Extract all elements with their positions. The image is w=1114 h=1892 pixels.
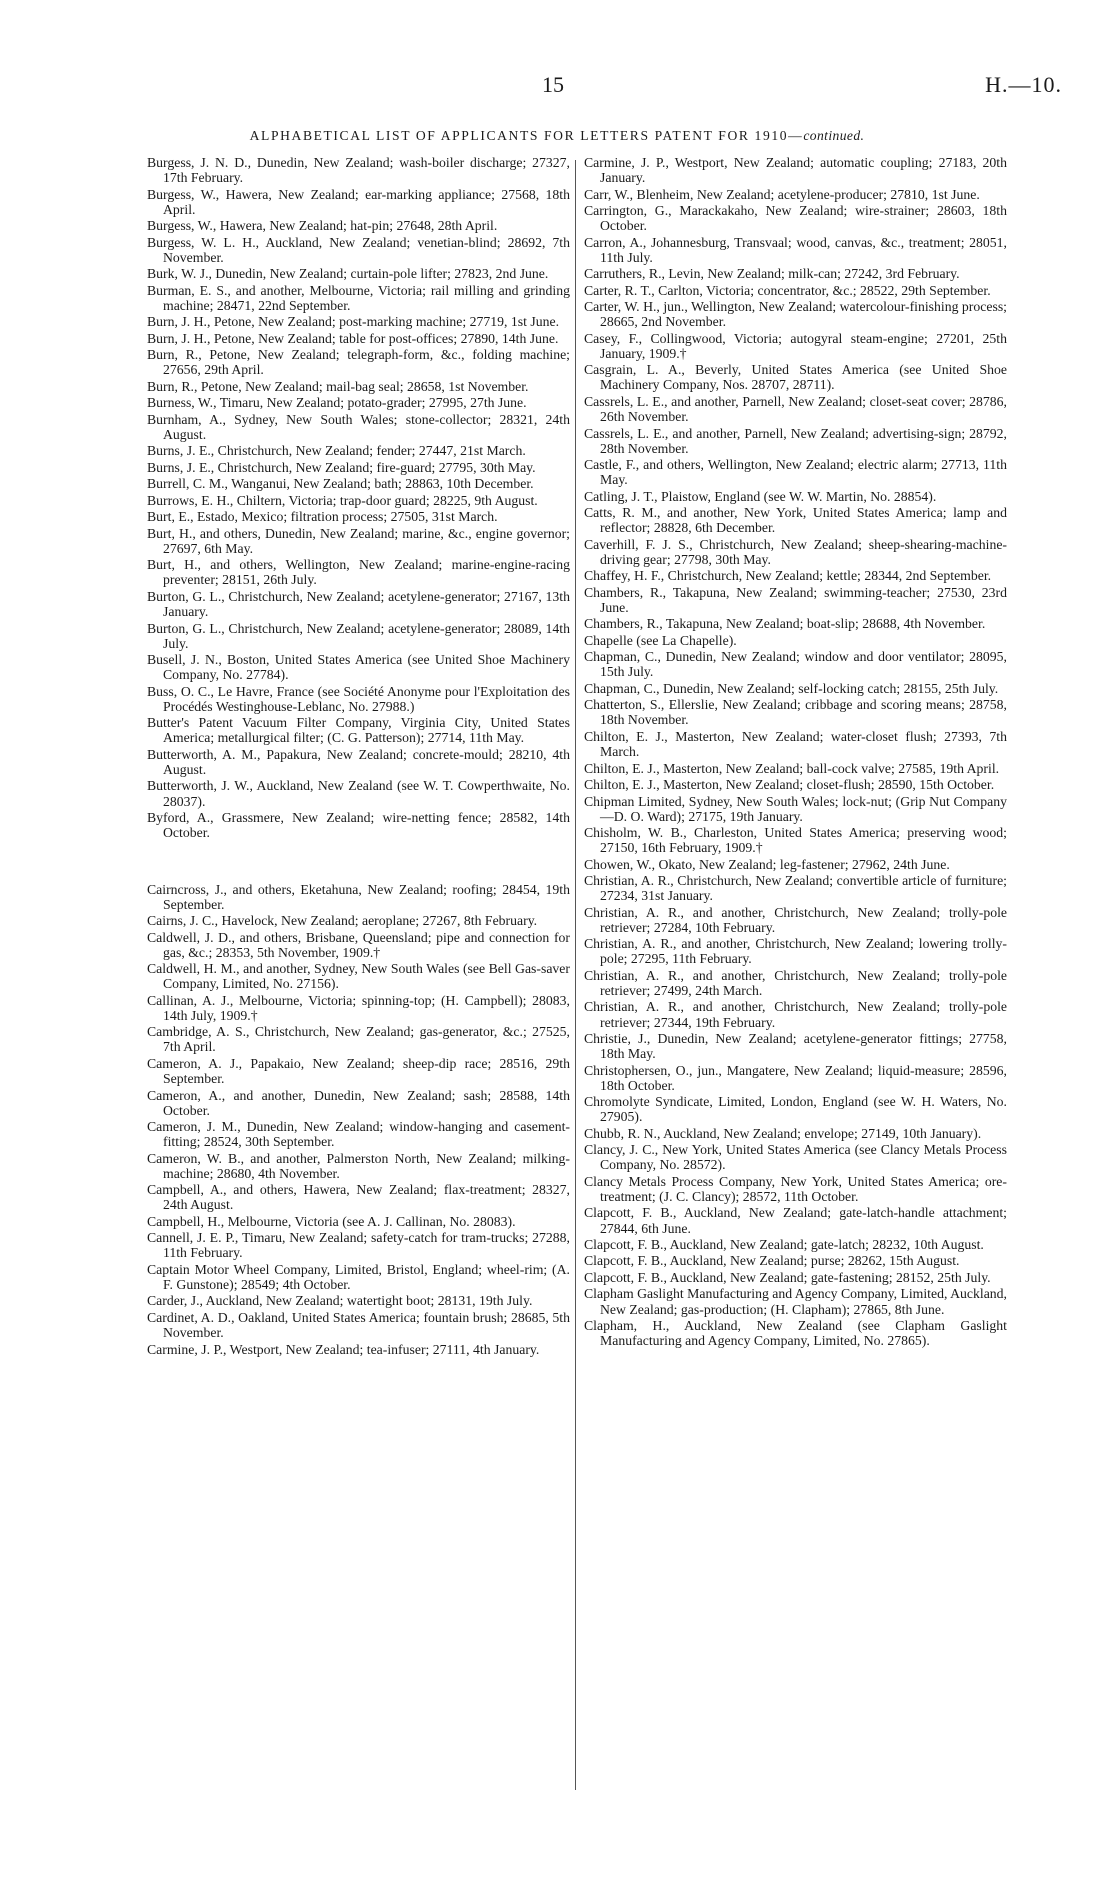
list-entry: Clapcott, F. B., Auckland, New Zealand; gate-latch; 28232, 10th August.	[584, 1237, 984, 1252]
list-entry: Burt, H., and others, Wellington, New Zealand; marine-engine-racing preventer; 28151, 26th July.	[147, 557, 570, 588]
list-entry: Chapelle (see La Chapelle).	[584, 632, 737, 648]
page-number: 15	[542, 72, 564, 97]
list-entry: Burns, J. E., Christchurch, New Zealand; fender; 27447, 21st March.	[147, 443, 526, 459]
list-entry: Carron, A., Johannesburg, Transvaal; wood, canvas, &c., treatment; 28051, 11th July.	[584, 234, 1007, 265]
list-entry: Chaffey, H. F., Christchurch, New Zealand; kettle; 28344, 2nd September.	[584, 568, 992, 584]
list-entry: Clancy, J. C., New York, United States America (see Clancy Metals Process Company, No. 28572).	[584, 1142, 1007, 1173]
list-entry: Chromolyte Syndicate, Limited, London, England (see W. H. Waters, No. 27905).	[584, 1094, 1007, 1125]
list-entry: Callinan, A. J., Melbourne, Victoria; spinning-top; (H. Campbell); 28083, 14th July, 1909.†	[147, 992, 570, 1023]
left-entries-cairncross-carmine	[147, 882, 570, 1357]
list-entry: Butterworth, J. W., Auckland, New Zealand (see W. T. Cowperthwaite, No. 28037).	[147, 778, 570, 809]
list-heading-title: ALPHABETICAL LIST OF APPLICANTS FOR LETTERS PATENT FOR 1910—	[249, 128, 804, 143]
list-entry: Catling, J. T., Plaistow, England (see W. W. Martin, No. 28854).	[584, 488, 937, 504]
right-column	[584, 155, 1007, 1350]
list-entry: Chilton, E. J., Masterton, New Zealand; ball-cock valve; 27585, 19th April.	[584, 760, 1000, 776]
list-entry: Chowen, W., Okato, New Zealand; leg-fastener; 27962, 24th June.	[584, 856, 950, 872]
list-entry: Christian, A. R., and another, Christchurch, New Zealand; trolly-pole retriever; 27499, 24th March.	[584, 967, 1007, 998]
list-entry: Chilton, E. J., Masterton, New Zealand; water-closet flush; 27393, 7th March.	[584, 728, 1007, 760]
list-entry: Burn, R., Petone, New Zealand; telegraph-form, &c., folding machine; 27656, 29th April.	[147, 347, 570, 378]
list-entry: Butter's Patent Vacuum Filter Company, Virginia City, United States America; metallurgical filter; (C. G. Patterson); 27714, 11th May.	[147, 715, 570, 746]
list-entry: Butterworth, A. M., Papakura, New Zealand; concrete-mould; 28210, 4th August.	[147, 746, 570, 777]
list-entry: Chipman Limited, Sydney, New South Wales; lock-nut; (Grip Nut Company—D. O. Ward); 27175, 19th January.	[584, 793, 1007, 824]
list-entry: Clapham, H., Auckland, New Zealand (see Clapham Gaslight Manufacturing and Agency Company, Limited, No. 27865).	[584, 1318, 1007, 1349]
list-entry: Clapcott, F. B., Auckland, New Zealand; gate-latch-handle attachment; 27844, 6th June.	[584, 1205, 1007, 1236]
list-entry: Chilton, E. J., Masterton, New Zealand; closet-flush; 28590, 15th October.	[584, 777, 995, 793]
list-entry: Caldwell, J. D., and others, Brisbane, Queensland; pipe and connection for gas, &c.; 28353, 5th November, 1909.†	[147, 929, 570, 960]
list-entry: Christian, A. R., and another, Christchurch, New Zealand; trolly-pole retriever; 27344, 19th February.	[584, 999, 1007, 1030]
right-entries-carmine-clapham	[584, 155, 1007, 1348]
list-heading	[0, 128, 1114, 144]
list-entry: Cannell, J. E. P., Timaru, New Zealand; safety-catch for tram-trucks; 27288, 11th February.	[147, 1230, 570, 1261]
list-entry: Buss, O. C., Le Havre, France (see Société Anonyme pour l'Exploitation des Procédés Westinghouse-Leblanc, No. 27988.)	[147, 683, 570, 714]
list-entry: Burton, G. L., Christchurch, New Zealand; acetylene-generator; 27167, 13th January.	[147, 588, 570, 620]
list-entry: Clapcott, F. B., Auckland, New Zealand; purse; 28262, 15th August.	[584, 1253, 960, 1269]
list-entry: Captain Motor Wheel Company, Limited, Bristol, England; wheel-rim; (A. F. Gunstone); 28549; 4th October.	[147, 1261, 570, 1292]
list-entry: Carmine, J. P., Westport, New Zealand; automatic coupling; 27183, 20th January.	[584, 155, 1007, 186]
list-entry: Chisholm, W. B., Charleston, United States America; preserving wood; 27150, 16th February, 1909.†	[584, 825, 1007, 856]
list-entry: Carmine, J. P., Westport, New Zealand; tea-infuser; 27111, 4th January.	[147, 1341, 540, 1357]
list-entry: Christian, A. R., and another, Christchurch, New Zealand; trolly-pole retriever; 27284, 10th February.	[584, 904, 1007, 935]
list-entry: Christophersen, O., jun., Mangatere, New Zealand; liquid-measure; 28596, 18th October.	[584, 1062, 1007, 1093]
list-entry: Carr, W., Blenheim, New Zealand; acetylene-producer; 27810, 1st June.	[584, 186, 980, 202]
list-entry: Burrows, E. H., Chiltern, Victoria; trap-door guard; 28225, 9th August.	[147, 492, 538, 508]
list-entry: Chambers, R., Takapuna, New Zealand; boat-slip; 28688, 4th November.	[584, 616, 986, 632]
list-entry: Busell, J. N., Boston, United States America (see United Shoe Machinery Company, No. 27784).	[147, 652, 570, 683]
list-entry: Casey, F., Collingwood, Victoria; autogyral steam-engine; 27201, 25th January, 1909.†	[584, 330, 1007, 361]
list-entry: Burt, E., Estado, Mexico; filtration process; 27505, 31st March.	[147, 509, 498, 525]
left-entries-burgess-byford	[147, 155, 570, 840]
list-entry: Castle, F., and others, Wellington, New Zealand; electric alarm; 27713, 11th May.	[584, 457, 1007, 488]
list-entry: Burman, E. S., and another, Melbourne, Victoria; rail milling and grinding machine; 28471, 22nd September.	[147, 282, 570, 313]
list-entry: Christie, J., Dunedin, New Zealand; acetylene-generator fittings; 27758, 18th May.	[584, 1031, 1007, 1062]
list-entry: Campbell, A., and others, Hawera, New Zealand; flax-treatment; 28327, 24th August.	[147, 1182, 570, 1213]
list-entry: Carder, J., Auckland, New Zealand; watertight boot; 28131, 19th July.	[147, 1293, 533, 1309]
column-divider	[575, 160, 576, 1790]
list-entry: Christian, A. R., and another, Christchurch, New Zealand; lowering trolly-pole; 27295, 11th February.	[584, 936, 1007, 967]
list-entry: Caldwell, H. M., and another, Sydney, New South Wales (see Bell Gas-saver Company, Limited, No. 27156).	[147, 961, 570, 992]
list-entry: Clancy Metals Process Company, New York, United States America; ore-treatment; (J. C. Clancy); 28572, 11th October.	[584, 1173, 1007, 1204]
list-entry: Burn, J. H., Petone, New Zealand; post-marking machine; 27719, 1st June.	[147, 314, 560, 330]
list-entry: Burgess, W., Hawera, New Zealand; ear-marking appliance; 27568, 18th April.	[147, 186, 570, 217]
list-entry: Catts, R. M., and another, New York, United States America; lamp and reflector; 28828, 6th December.	[584, 505, 1007, 536]
list-entry: Burness, W., Timaru, New Zealand; potato-grader; 27995, 27th June.	[147, 395, 527, 411]
list-entry: Chapman, C., Dunedin, New Zealand; window and door ventilator; 28095, 15th July.	[584, 649, 1007, 680]
list-entry: Burk, W. J., Dunedin, New Zealand; curtain-pole lifter; 27823, 2nd June.	[147, 266, 549, 282]
list-entry: Casgrain, L. A., Beverly, United States America (see United Shoe Machinery Company, Nos. 28707, 28711).	[584, 362, 1007, 393]
list-entry: Burrell, C. M., Wanganui, New Zealand; bath; 28863, 10th December.	[147, 476, 534, 492]
list-entry: Burton, G. L., Christchurch, New Zealand; acetylene-generator; 28089, 14th July.	[147, 620, 570, 651]
list-entry: Christian, A. R., Christchurch, New Zealand; convertible article of furniture; 27234, 31st January.	[584, 873, 1007, 904]
list-entry: Cairncross, J., and others, Eketahuna, New Zealand; roofing; 28454, 19th September.	[147, 881, 570, 912]
list-entry: Carrington, G., Marackakaho, New Zealand; wire-strainer; 28603, 18th October.	[584, 203, 1007, 234]
series-code: H.—10.	[985, 72, 1062, 97]
list-entry: Campbell, H., Melbourne, Victoria (see A. J. Callinan, No. 28083).	[147, 1213, 516, 1229]
list-entry: Chambers, R., Takapuna, New Zealand; swimming-teacher; 27530, 23rd June.	[584, 584, 1007, 615]
list-entry: Cameron, W. B., and another, Palmerston North, New Zealand; milking-machine; 28680, 4th November.	[147, 1150, 570, 1181]
list-entry: Cardinet, A. D., Oakland, United States America; fountain brush; 28685, 5th November.	[147, 1309, 570, 1341]
list-entry: Carruthers, R., Levin, New Zealand; milk-can; 27242, 3rd February.	[584, 266, 960, 282]
list-entry: Burns, J. E., Christchurch, New Zealand; fire-guard; 27795, 30th May.	[147, 459, 536, 475]
section-gap	[147, 842, 570, 882]
list-entry: Burgess, J. N. D., Dunedin, New Zealand; wash-boiler discharge; 27327, 17th February.	[147, 155, 570, 186]
list-entry: Cameron, A. J., Papakaio, New Zealand; sheep-dip race; 28516, 29th September.	[147, 1055, 570, 1087]
list-entry: Clapcott, F. B., Auckland, New Zealand; gate-fastening; 28152, 25th July.	[584, 1269, 991, 1285]
list-entry: Cambridge, A. S., Christchurch, New Zealand; gas-generator, &c.; 27525, 7th April.	[147, 1024, 570, 1055]
list-entry: Cassrels, L. E., and another, Parnell, New Zealand; closet-seat cover; 28786, 26th November.	[584, 393, 1007, 425]
list-entry: Burgess, W., Hawera, New Zealand; hat-pin; 27648, 28th April.	[147, 218, 498, 234]
list-entry: Cameron, A., and another, Dunedin, New Zealand; sash; 28588, 14th October.	[147, 1087, 570, 1118]
left-column	[147, 155, 570, 1358]
list-entry: Caverhill, F. J. S., Christchurch, New Zealand; sheep-shearing-machine-driving gear; 27798, 30th May.	[584, 536, 1007, 567]
list-entry: Chubb, R. N., Auckland, New Zealand; envelope; 27149, 10th January).	[584, 1125, 982, 1141]
list-entry: Burn, J. H., Petone, New Zealand; table for post-offices; 27890, 14th June.	[147, 330, 559, 346]
list-entry: Burgess, W. L. H., Auckland, New Zealand; venetian-blind; 28692, 7th November.	[147, 234, 570, 265]
list-entry: Byford, A., Grassmere, New Zealand; wire-netting fence; 28582, 14th October.	[147, 810, 570, 841]
list-entry: Cairns, J. C., Havelock, New Zealand; aeroplane; 27267, 8th February.	[147, 913, 538, 929]
list-entry: Burt, H., and others, Dunedin, New Zealand; marine, &c., engine governor; 27697, 6th May.	[147, 525, 570, 556]
list-entry: Chapman, C., Dunedin, New Zealand; self-locking catch; 28155, 25th July.	[584, 680, 999, 696]
list-entry: Cassrels, L. E., and another, Parnell, New Zealand; advertising-sign; 28792, 28th November.	[584, 425, 1007, 456]
list-entry: Clapham Gaslight Manufacturing and Agency Company, Limited, Auckland, New Zealand; gas-production; (H. Clapham); 27865, 8th June.	[584, 1286, 1007, 1317]
list-entry: Carter, R. T., Carlton, Victoria; concentrator, &c.; 28522, 29th September.	[584, 282, 991, 298]
list-entry: Burnham, A., Sydney, New South Wales; stone-collector; 28321, 24th August.	[147, 411, 570, 442]
list-entry: Carter, W. H., jun., Wellington, New Zealand; watercolour-finishing process; 28665, 2nd November.	[584, 299, 1007, 330]
list-entry: Chatterton, S., Ellerslie, New Zealand; cribbage and scoring means; 28758, 18th November.	[584, 697, 1007, 728]
list-heading-continued: continued.	[803, 128, 865, 143]
list-entry: Burn, R., Petone, New Zealand; mail-bag seal; 28658, 1st November.	[147, 378, 529, 394]
list-entry: Cameron, J. M., Dunedin, New Zealand; window-hanging and casement-fitting; 28524, 30th September.	[147, 1119, 570, 1150]
